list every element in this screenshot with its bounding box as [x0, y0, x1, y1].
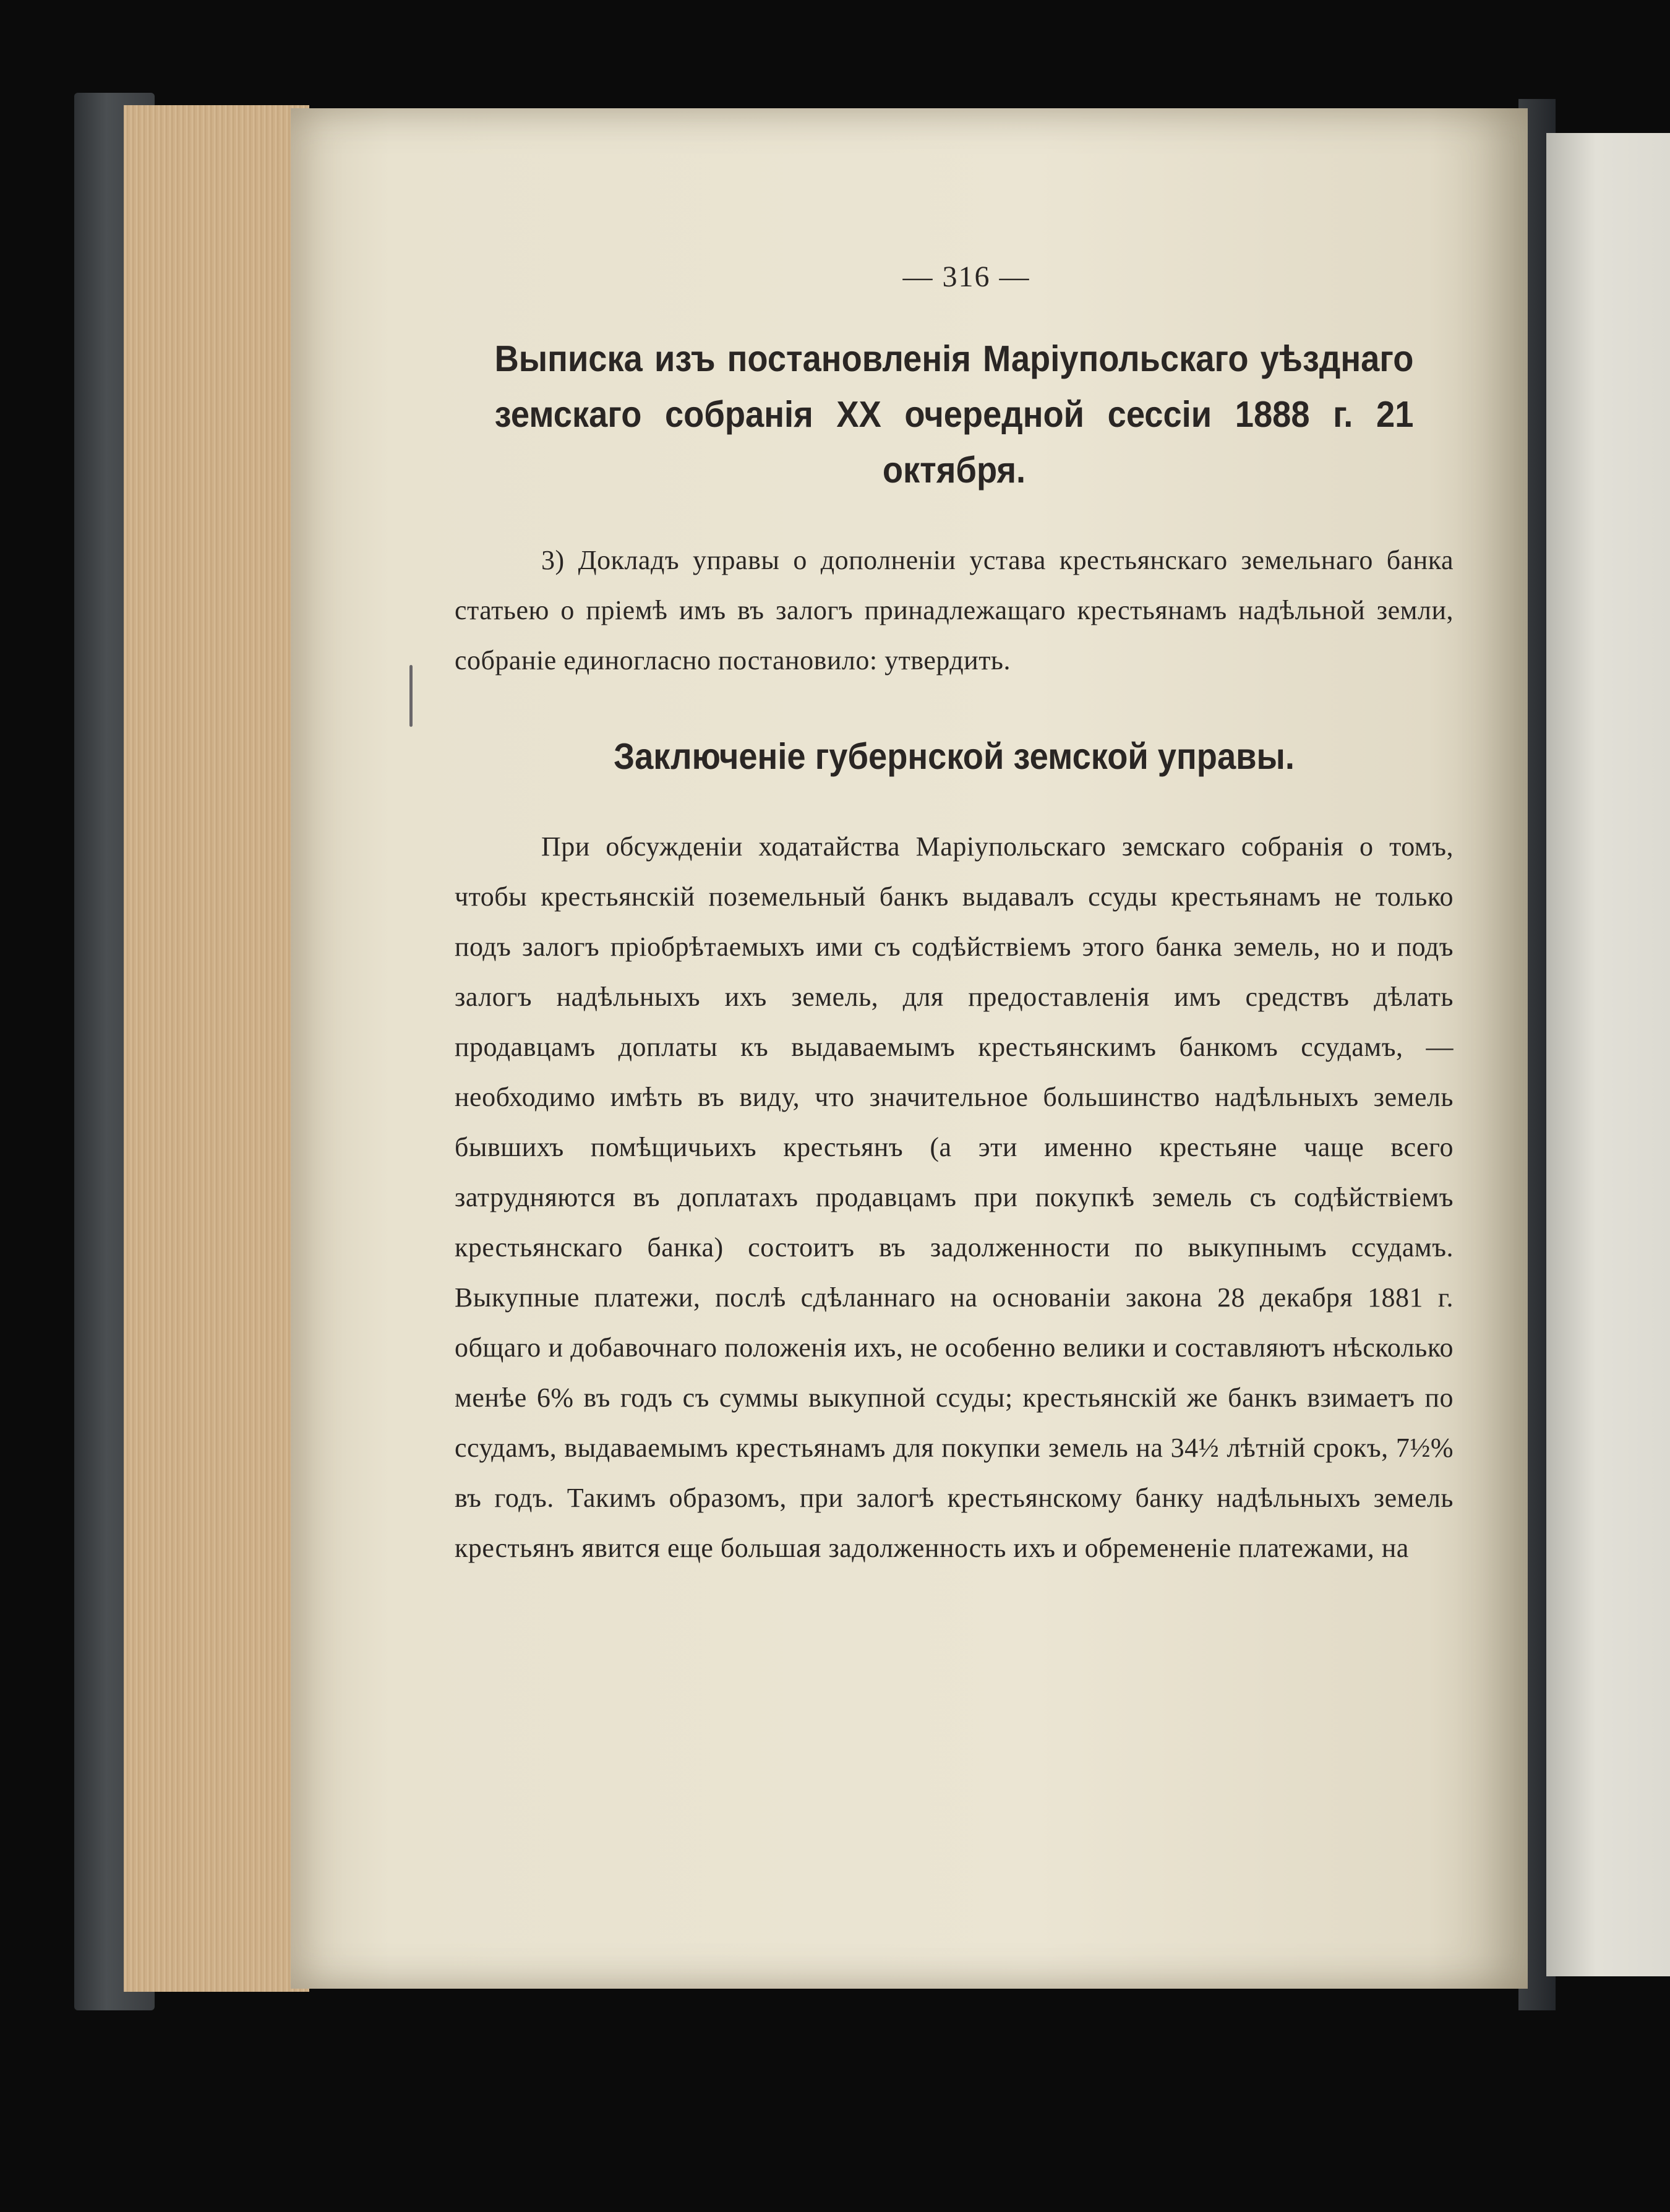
heading-extract: Выписка изъ постановленія Маріупольскаго уѣзднаго земскаго собранія XX очередной сессіи 1888 г. 21 октября.	[494, 338, 1414, 491]
next-page-edge	[1546, 133, 1670, 1976]
pencil-margin-mark	[409, 665, 413, 727]
page-content	[455, 260, 1454, 1573]
heading-conclusion: Заключеніе губернской земской управы.	[614, 736, 1295, 777]
page-number: — 316 —	[902, 260, 1030, 293]
paragraph-report: 3) Докладъ управы о дополненіи устава крестьянскаго земельнаго банка статьею о пріемѣ имъ въ залогъ принадлежащаго крестьянамъ надѣльной земли, собраніе единогласно постановило: утвердить.	[455, 545, 1454, 675]
paragraph-body: При обсужденіи ходатайства Маріупольскаго земскаго собранія о томъ, чтобы крестьянскій поземельный банкъ выдавалъ ссуды крестьянамъ не только подъ залогъ пріобрѣтаемыхъ ими съ содѣйствіемъ этого банка земель, но и подъ залогъ надѣльныхъ ихъ земель, для предоставленія имъ средствъ дѣлать продавцамъ доплаты къ выдаваемымъ крестьянскимъ банкомъ ссудамъ, — необходимо имѣть въ виду, что значительное большинство надѣльныхъ земель бывшихъ помѣщичьихъ крестьянъ (а эти именно крестьяне чаще всего затрудняются въ доплатахъ продавцамъ при покупкѣ земель съ содѣйствіемъ крестьянскаго банка) состоитъ въ задолженности по выкупнымъ ссудамъ. Выкупные платежи, послѣ сдѣланнаго на основаніи закона 28 декабря 1881 г. общаго и добавочнаго положенія ихъ, не особенно велики и составляютъ нѣсколько менѣе 6% въ годъ съ суммы выкупной ссуды; крестьянскій же банкъ взимаетъ по ссудамъ, выдаваемымъ крестьянамъ для покупки земель на 34½ лѣтній срокъ, 7½% въ годъ. Такимъ образомъ, при залогѣ крестьянскому банку надѣльныхъ земель крестьянъ явится еще большая задолженность ихъ и обремененіе платежами, на	[455, 831, 1454, 1563]
page-stack-edge	[124, 105, 309, 1992]
